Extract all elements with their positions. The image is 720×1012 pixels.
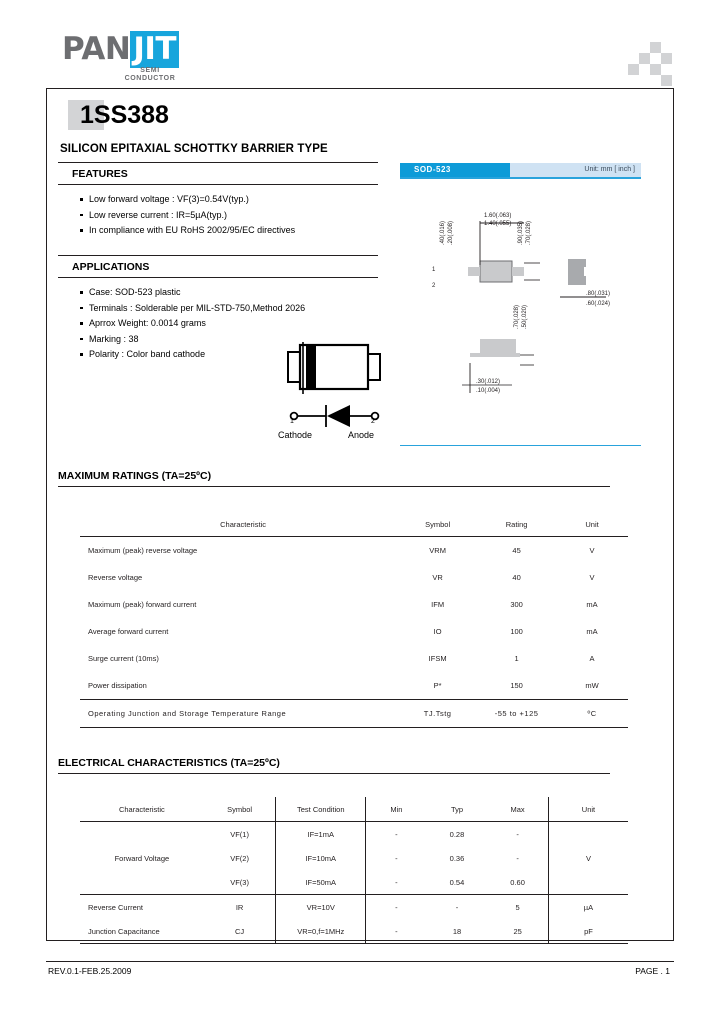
list-item: Marking : 38 (80, 332, 378, 348)
svg-text:.70(.028): .70(.028) (514, 304, 520, 329)
package-outline-panel (400, 163, 641, 446)
cell-characteristic: Power dissipation (88, 681, 147, 690)
svg-text:.20(.008): .20(.008) (448, 220, 454, 245)
svg-text:.70(.028): .70(.028) (526, 220, 532, 245)
features-list (58, 185, 378, 239)
svg-text:.90(.035): .90(.035) (518, 220, 524, 245)
table-row (80, 645, 628, 672)
column-unit: Unit (548, 797, 628, 822)
cell-rating: 40 (512, 573, 521, 582)
pin1-number: 1 (290, 418, 294, 425)
column-min: Min (366, 797, 427, 822)
company-logo (62, 32, 292, 86)
cell-unit: V (589, 573, 595, 582)
cell-characteristic: Forward Voltage (114, 853, 170, 863)
cell-symbol: VR (432, 573, 443, 582)
cell-symbol: CJ (204, 919, 276, 944)
pin2-number: 2 (371, 418, 375, 425)
cell-unit: V (548, 822, 628, 895)
cell-characteristic: Reverse voltage (88, 573, 143, 582)
cell-unit: ºC (556, 700, 628, 728)
logo-subtitle-line2: CONDUCTOR (124, 75, 176, 82)
cell-characteristic: Maximum (peak) forward current (88, 600, 197, 609)
package-name-label: SOD-523 (414, 165, 451, 174)
cell-max: - (516, 853, 519, 863)
cell-rating: 45 (512, 546, 521, 555)
cell-condition: IF=1mA (276, 822, 366, 847)
max-ratings-header (58, 470, 610, 487)
cell-typ: 0.28 (449, 829, 465, 839)
table-row (80, 618, 628, 645)
cell-symbol: VF(1) (230, 829, 249, 839)
cell-symbol: VF(3) (230, 877, 249, 887)
cell-unit: V (589, 546, 595, 555)
cell-condition: VR=10V (276, 895, 366, 920)
column-characteristic: Characteristic (80, 797, 204, 822)
table-header-row (80, 512, 628, 537)
cell-typ: 0.54 (449, 877, 465, 887)
electrical-characteristics-table (80, 797, 628, 944)
column-unit: Unit (556, 512, 628, 537)
cell-characteristic: Average forward current (88, 627, 169, 636)
table-row (80, 895, 628, 920)
column-test-condition: Test Condition (276, 797, 366, 822)
cell-typ: - (427, 895, 488, 920)
decorative-squares (628, 42, 680, 80)
table-row (80, 591, 628, 618)
logo-subtitle (119, 67, 181, 83)
electrical-rule (58, 773, 610, 774)
cell-max: - (516, 829, 519, 839)
logo-subtitle-line1: SEMI (140, 67, 160, 74)
list-item: Low forward voltage : VF(3)=0.54V(typ.) (80, 192, 378, 208)
svg-text:.50(.020): .50(.020) (522, 304, 528, 329)
logo-wordmark (62, 32, 292, 66)
max-ratings-heading: MAXIMUM RATINGS (TA=25ºC) (58, 470, 212, 482)
cell-max: 0.60 (510, 877, 525, 887)
cell-rating: 150 (510, 681, 523, 690)
svg-text:.30(.012): .30(.012) (476, 379, 501, 385)
footer-revision: REV.0.1-FEB.25.2009 (48, 966, 132, 976)
cell-min: - (366, 919, 427, 944)
cell-symbol: VRM (429, 546, 446, 555)
logo-pan-text: PAN (62, 31, 131, 67)
cell-unit: mA (586, 627, 598, 636)
cell-unit: µA (548, 895, 628, 920)
cell-characteristic: Surge current (10ms) (88, 654, 159, 663)
electrical-heading: ELECTRICAL CHARACTERISTICS (TA=25ºC) (58, 757, 280, 769)
package-header-bar (400, 163, 641, 179)
max-ratings-rule (58, 486, 610, 487)
column-symbol: Symbol (398, 512, 477, 537)
features-section (58, 162, 378, 239)
package-footer-rule (400, 445, 641, 446)
column-rating: Rating (477, 512, 556, 537)
package-dimension-drawing (400, 179, 641, 439)
svg-text:.80(.031): .80(.031) (586, 291, 611, 297)
table-row (80, 822, 628, 847)
cell-rating: 1 (514, 654, 519, 663)
cell-unit: A (589, 654, 595, 663)
features-heading: FEATURES (72, 168, 128, 180)
table-row (80, 672, 628, 700)
cell-min: - (395, 877, 398, 887)
cell-characteristic: Junction Capacitance (80, 919, 204, 944)
logo-jit-text: JIT (130, 31, 179, 68)
svg-text:2: 2 (432, 283, 436, 289)
footer-page-number: PAGE . 1 (635, 966, 670, 976)
svg-text:.40(.016): .40(.016) (440, 220, 446, 245)
table-row (80, 919, 628, 944)
column-symbol: Symbol (204, 797, 276, 822)
svg-text:1.40(.055): 1.40(.055) (484, 221, 512, 227)
cell-condition: VR=0,f=1MHz (276, 919, 366, 944)
cell-rating: -55 to +125 (477, 700, 556, 728)
package-unit-label: Unit: mm [ inch ] (584, 166, 635, 173)
svg-text:.10(.004): .10(.004) (476, 388, 501, 394)
cell-min: - (395, 829, 398, 839)
electrical-header (58, 757, 610, 774)
table-row (80, 537, 628, 565)
list-item: Case: SOD-523 plastic (80, 285, 378, 301)
document-subtitle: SILICON EPITAXIAL SCHOTTKY BARRIER TYPE (60, 143, 328, 155)
pin1-label: Cathode (278, 430, 313, 440)
cell-typ: 0.36 (449, 853, 465, 863)
footer-divider (46, 961, 674, 962)
list-item: In compliance with EU RoHS 2002/95/EC directives (80, 223, 378, 239)
cell-max: 5 (487, 895, 548, 920)
cell-symbol: VF(2) (230, 853, 249, 863)
pin2-label: Anode (348, 430, 375, 440)
cell-rating: 300 (510, 600, 523, 609)
table-row (80, 564, 628, 591)
cell-characteristic: Reverse Current (80, 895, 204, 920)
cell-characteristic: Operating Junction and Storage Temperature Range (80, 700, 398, 728)
table-row (80, 700, 628, 728)
column-max: Max (487, 797, 548, 822)
cell-symbol: IR (204, 895, 276, 920)
cell-symbol: IO (433, 627, 442, 636)
svg-text:.60(.024): .60(.024) (586, 301, 611, 307)
cell-symbol: P* (433, 681, 442, 690)
diode-package-outline-icon (282, 342, 386, 394)
cell-symbol: TJ.Tstg (398, 700, 477, 728)
cell-typ: 18 (427, 919, 488, 944)
cell-unit: mW (585, 681, 599, 690)
cell-max: 25 (487, 919, 548, 944)
table-header-row (80, 797, 628, 822)
column-characteristic: Characteristic (80, 512, 398, 537)
list-item: Aprrox Weight: 0.0014 grams (80, 316, 378, 332)
cell-characteristic: Maximum (peak) reverse voltage (88, 546, 198, 555)
list-item: Low reverse current : IR=5µA(typ.) (80, 208, 378, 224)
cell-unit: mA (586, 600, 598, 609)
svg-text:1.60(.063): 1.60(.063) (484, 213, 512, 219)
cell-rating: 100 (510, 627, 523, 636)
cell-min: - (395, 853, 398, 863)
list-item: Terminals : Solderable per MIL-STD-750,Method 2026 (80, 301, 378, 317)
cell-min: - (366, 895, 427, 920)
cell-condition: IF=50mA (276, 870, 366, 895)
column-typ: Typ (427, 797, 488, 822)
cell-condition: IF=10mA (276, 846, 366, 870)
list-item: Polarity : Color band cathode (80, 347, 378, 363)
applications-heading: APPLICATIONS (72, 261, 150, 273)
cell-unit: pF (548, 919, 628, 944)
max-ratings-table (80, 512, 628, 728)
page-title: 1SS388 (80, 101, 169, 129)
cell-symbol: IFM (431, 600, 445, 609)
cell-symbol: IFSM (428, 654, 447, 663)
svg-text:1: 1 (432, 267, 436, 273)
